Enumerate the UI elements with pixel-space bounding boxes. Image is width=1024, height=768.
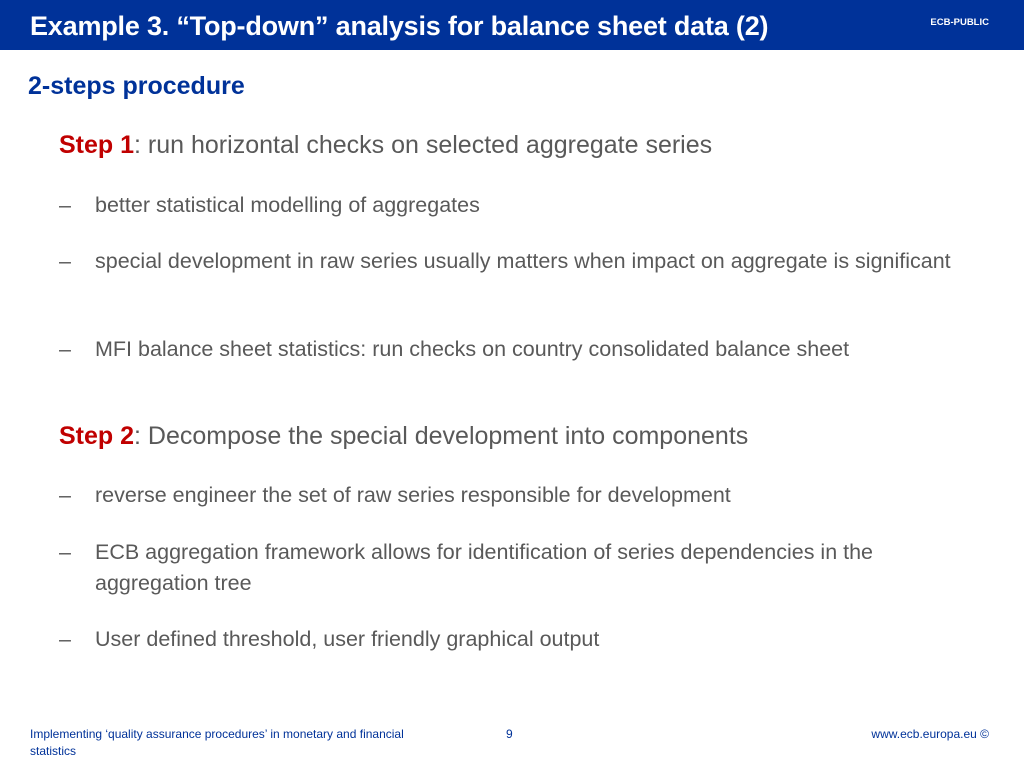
classification-label: ECB-PUBLIC bbox=[930, 17, 989, 28]
section-heading: 2-steps procedure bbox=[28, 72, 245, 100]
bullet-item bbox=[59, 624, 989, 655]
step-1-text: : run horizontal checks on selected aggregate series bbox=[134, 131, 713, 159]
step-2-heading bbox=[59, 422, 748, 451]
title-bar bbox=[0, 0, 1024, 50]
bullet-text: reverse engineer the set of raw series responsible for development bbox=[95, 483, 731, 507]
bullet-text: better statistical modelling of aggregates bbox=[95, 193, 480, 217]
bullet-item bbox=[59, 480, 989, 511]
bullet-item bbox=[59, 190, 989, 221]
dash-bullet: – bbox=[59, 193, 71, 217]
dash-bullet: – bbox=[59, 627, 71, 651]
bullet-text: MFI balance sheet statistics: run checks on country consolidated balance sheet bbox=[95, 337, 850, 361]
bullet-item bbox=[59, 246, 989, 277]
page-number: 9 bbox=[506, 727, 513, 741]
footer-presentation-title: Implementing ‘quality assurance procedures’ in monetary and financial statistics bbox=[30, 727, 404, 758]
bullet-item bbox=[59, 334, 989, 365]
step-2-label: Step 2 bbox=[59, 422, 135, 450]
bullet-text: User defined threshold, user friendly graphical output bbox=[95, 627, 600, 651]
footer-website-link[interactable]: www.ecb.europa.eu © bbox=[871, 727, 989, 741]
step-2-text: : Decompose the special development into components bbox=[134, 422, 749, 450]
dash-bullet: – bbox=[59, 540, 71, 564]
bullet-item bbox=[59, 537, 989, 599]
dash-bullet: – bbox=[59, 483, 71, 507]
dash-bullet: – bbox=[59, 337, 71, 361]
step-1-heading bbox=[59, 131, 712, 160]
bullet-text: ECB aggregation framework allows for identification of series dependencies in the aggregation tree bbox=[95, 540, 874, 595]
bullet-text: special development in raw series usually matters when impact on aggregate is significant bbox=[95, 249, 951, 273]
dash-bullet: – bbox=[59, 249, 71, 273]
slide-title: Example 3. “Top-down” analysis for balance sheet data (2) bbox=[30, 11, 769, 41]
step-1-label: Step 1 bbox=[59, 131, 135, 159]
